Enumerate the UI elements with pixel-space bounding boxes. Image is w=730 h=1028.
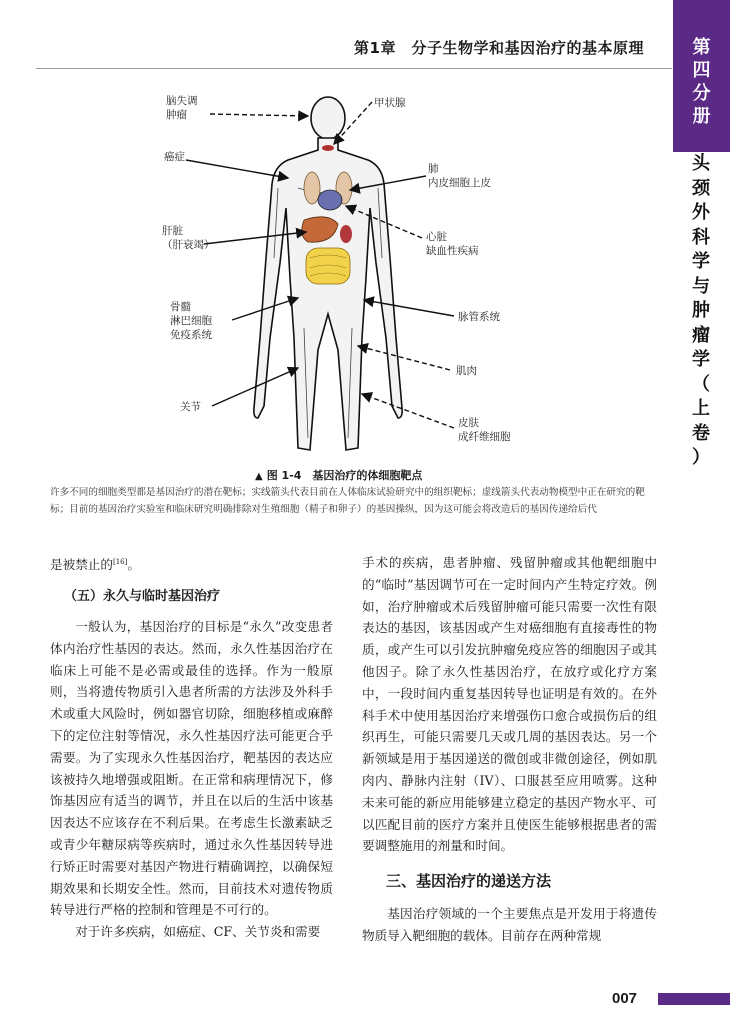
arrow-brain: [210, 114, 308, 116]
arrow-muscle: [358, 346, 450, 370]
arrow-vessel: [364, 300, 454, 316]
intestine-organ: [306, 248, 350, 284]
heart-organ: [318, 190, 342, 210]
label-muscle: 肌肉: [456, 365, 477, 377]
label-joint: 关节: [180, 401, 201, 413]
label-vessel: 脉管系统: [458, 311, 500, 323]
chapter-title: 第1章 分子生物学和基因治疗的基本原理: [354, 39, 644, 57]
paragraph: 基因治疗领域的一个主要焦点是开发用于将遗传物质导入靶细胞的载体。目前存在两种常规: [362, 906, 657, 943]
section-heading: 三、基因治疗的递送方法: [386, 872, 552, 891]
right-column: [362, 552, 657, 947]
body-figure: [158, 88, 528, 463]
paragraph: 手术的疾病，患者肿瘤、残留肿瘤或其他靶细胞中的“临时”基因调节可在一定时间内产生特定疗效。例如，治疗肿瘤或术后残留肿瘤可能只需要一次性有限表达的基因，该基因或产生对癌细胞有直接毒性的物质，或产生可以引发抗肿瘤免疫应答的细胞因子或其他因子。除了永久性基因治疗，在放疗或化疗方案中，一段时间内重复基因转导也证明是有效的。在外科手术中使用基因治疗来增强伤口愈合或损伤后的组织再生，可能只需要几天或几周的基因表达。另一个新领域是用于基因递送的微创或非微创途径，例如肌肉内、静脉内注射（IV）、口服甚至应用喷雾。这种未来可能的新应用能够建立稳定的基因产物水平、可以匹配目前的医疗方案并且使医生能够根据患者的需要调整施用的剂量和时间。: [362, 555, 657, 854]
label-cancer: 癌症: [164, 151, 185, 163]
subheading: （五）永久与临时基因治疗: [64, 588, 221, 604]
label-heart: 心脏 缺血性疾病: [426, 231, 479, 257]
arrow-cancer: [186, 160, 288, 178]
label-marrow: 骨髓 淋巴细胞 免疫系统: [170, 301, 212, 341]
label-thyroid: 甲状腺: [374, 97, 406, 109]
thyroid-organ: [322, 145, 334, 151]
side-tab-text: 第 四 分 册: [692, 37, 711, 127]
citation-ref: [16]: [112, 558, 128, 566]
kidney-organ: [340, 225, 352, 243]
label-skin: 皮肤 成纤维细胞: [458, 417, 511, 443]
paragraph: 对于许多疾病，如癌症、CF、关节炎和需要: [75, 924, 321, 940]
figure-caption: 许多不同的细胞类型都是基因治疗的潜在靶标；实线箭头代表目前在人体临床试验研究中的组织靶标；虚线箭头代表动物模型中正在研究的靶标；目前的基因治疗实验室和临床研究明确排除对生殖细胞（精子和卵子）的基因操纵，因为这可能会将改造后的基因传递给后代: [50, 487, 645, 515]
label-liver: 肝脏 （肝衰竭）: [162, 225, 215, 251]
left-column: [50, 552, 333, 943]
arrow-skin: [362, 394, 454, 428]
page-bar: [658, 993, 730, 1005]
figure-title: ▲ 图 1-4 基因治疗的体细胞靶点: [255, 469, 423, 482]
label-lung: 肺 内皮细胞上皮: [428, 163, 491, 189]
page-number: 007: [612, 990, 638, 1007]
lung-left: [304, 172, 320, 204]
side-tab: [673, 0, 730, 152]
header-rule: [36, 68, 672, 69]
label-brain: 脑失调 肿瘤: [166, 95, 198, 121]
book-title-vertical: 头 颈 外 科 学 与 肿 瘤 学 （ 上 卷 ）: [692, 153, 710, 468]
triangle-icon: ▲: [255, 471, 263, 482]
continued-paragraph: 是被禁止的[16]。: [50, 557, 140, 573]
paragraph: 一般认为，基因治疗的目标是“永久”改变患者体内治疗性基因的表达。然而，永久性基因治疗在临床上可能不是必需或最佳的选择。作为一般原则，当将遗传物质引入患者所需的方法涉及外科手术或重大风险时，例如器官切除，细胞移植或麻醉下的定位注射等情况，永久性基因疗法可能更合乎需要。为了实现永久性基因治疗，靶基因的表达应该被持久地增强或阻断。在正常和病理情况下，修饰基因应有适当的调节，并且在以后的生活中该基因表达不应该存在不利后果。在考虑生长激素缺乏或青少年糖尿病等疾病时，通过永久性基因转导进行矫正时需要对基因产物进行精确调控，以确保短期效果和长期安全性。然而，目前技术对遗传物质转导进行严格的控制和管理是不可行的。: [50, 618, 333, 918]
